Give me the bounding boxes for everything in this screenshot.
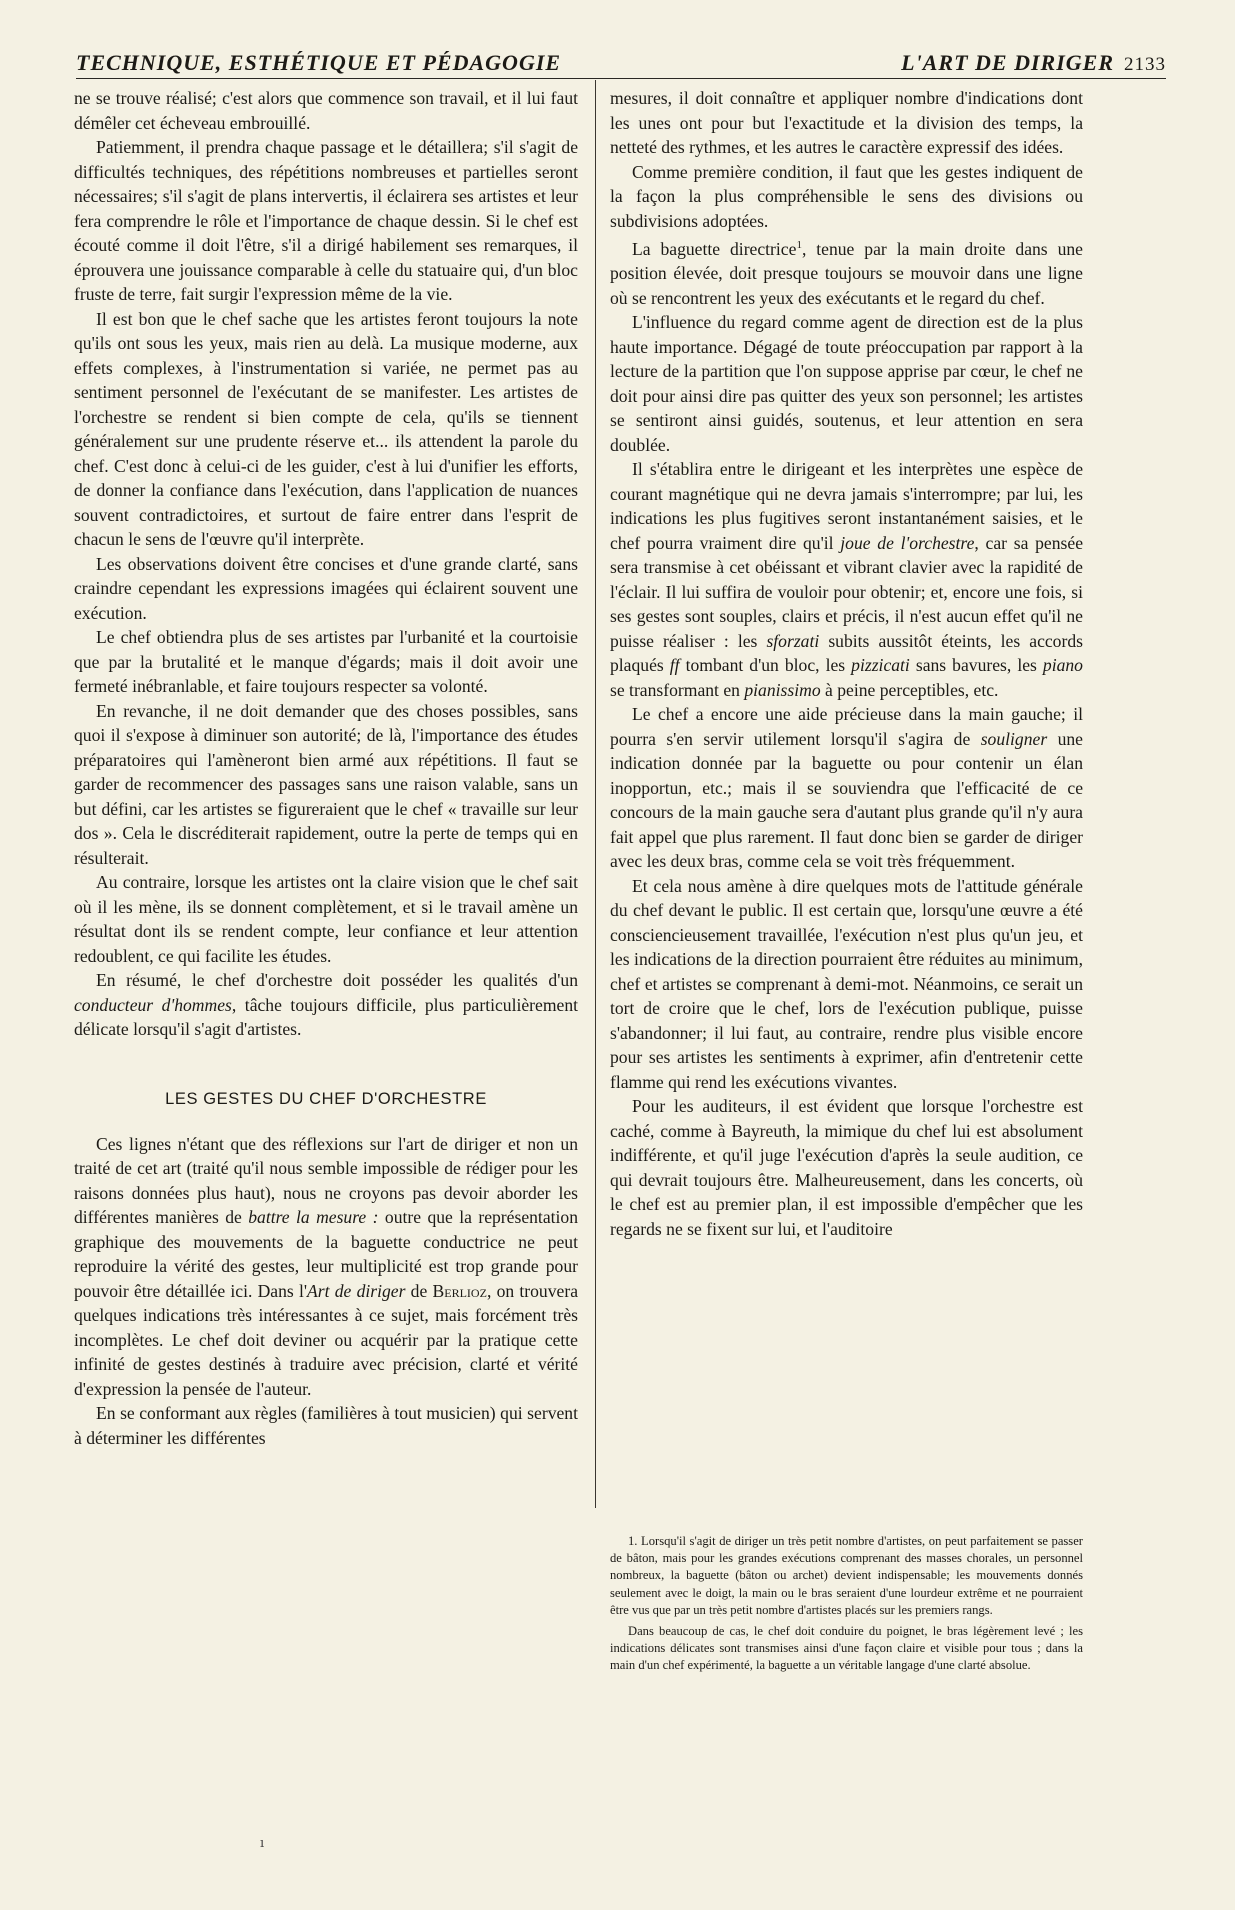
paragraph — [610, 702, 1083, 874]
text: La baguette directrice — [632, 238, 797, 259]
page-mark: ı — [260, 1836, 265, 1851]
column-divider — [595, 80, 596, 1508]
text: subits aussitôt éteints, les accords plaqués — [610, 630, 1083, 676]
text: de — [405, 1280, 433, 1301]
paragraph — [74, 968, 578, 1042]
text: , car sa pensée sera transmise à cet obéissant et vibrant clavier avec la rapidité de l'éclair. Il lui suffira de vouloir pour obtenir; et, encore une fois, si ses gestes sont souples, clairs et précis, il n'est aucun effet qu'il ne puisse réaliser : les — [610, 532, 1084, 651]
author-name: Berlioz — [432, 1280, 487, 1301]
text: , on trouvera quelques indications très intéressantes à ce sujet, mais forcément très incomplètes. Le chef doit deviner ou acquérir par la pratique cette infinité de gestes destinés à traduire avec précision, clarté et vérité d'expression la pensée de l'auteur. — [74, 1280, 579, 1399]
paragraph: Les observations doivent être concises et d'une grande clarté, sans craindre cependant les expressions imagées qui éclairent souvent une exécution. — [74, 553, 578, 623]
section-heading: LES GESTES DU CHEF D'ORCHESTRE — [165, 1089, 487, 1108]
italic-text: pianissimo — [744, 679, 821, 700]
paragraph: Il est bon que le chef sache que les artistes feront toujours la note qu'ils ont sous les yeux, mais rien au delà. La musique moderne, aux effets complexes, à l'instrumentation si variée, ne permet pas au sentiment personnel de l'exécutant de se manifester. Les artistes de l'orchestre se rendent si bien compte de cela, qu'ils se tiennent généralement sur une prudente réserve et... ils attendent la parole du chef. C'est donc à celui-ci de les guider, c'est à lui d'unifier les efforts, de donner la confiance dans l'exécution, dans l'application de nuances souvent contradictoires, et surtout de faire entrer dans l'esprit de chacun le sens de l'œuvre qu'il interprète. — [74, 308, 578, 549]
running-head-title: L'ART DE DIRIGER — [901, 50, 1114, 75]
paragraph — [74, 1132, 578, 1402]
running-head-left: TECHNIQUE, ESTHÉTIQUE ET PÉDAGOGIE — [76, 50, 562, 75]
footnote: 1. Lorsqu'il s'agit de diriger un très petit nombre d'artistes, on peut parfaitement se passer de bâton, mais pour les grandes exécutions comprenant des masses chorales, un personnel nombreux, la baguette (bâton ou archet) devient indispensable; les mouvements donnés seulement avec le doigt, la main ou le bras seraient d'une lourdeur extrême et ne pourraient être vus que par un très petit nombre d'artistes placés sur les premiers rangs. — [610, 1534, 1083, 1617]
paragraph: Patiemment, il prendra chaque passage et le détaillera; s'il s'agit de difficultés techniques, des répétitions nombreuses et partielles seront nécessaires; s'il s'agit de plans intervertis, il éclairera ses artistes et leur fera comprendre le rôle et l'importance de chaque dessin. Si le chef est écouté comme il doit l'être, s'il a dirigé habilement ses remarques, il éprouvera une jouissance comparable à celle du statuaire qui, d'un bloc fruste de terre, fait surgir l'expression même de la vie. — [74, 137, 578, 304]
italic-text: conducteur d'hommes — [74, 994, 232, 1015]
text: à peine perceptibles, etc. — [820, 679, 999, 700]
text: , tenue par la main droite dans une position élevée, doit presque toujours se mouvoir dans une ligne où se rencontrent les yeux des exécutants et le regard du chef. — [610, 238, 1083, 308]
paragraph: mesures, il doit connaître et appliquer nombre d'indications dont les unes ont pour but l'exactitude et la division des temps, la netteté des rythmes, et les autres le caractère expressif des idées. — [610, 88, 1083, 157]
running-head — [76, 48, 1166, 79]
paragraph: Comme première condition, il faut que les gestes indiquent de la façon la plus compréhensible le sens des divisions ou subdivisions adoptées. — [610, 161, 1083, 231]
text: tombant d'un bloc, les — [679, 655, 852, 676]
italic-text: joue de l'orchestre — [840, 532, 975, 553]
right-column — [610, 86, 1083, 1241]
paragraph: Pour les auditeurs, il est évident que lorsque l'orchestre est caché, comme à Bayreuth, la mimique du chef lui est absolument indifférente, et qu'il juge l'exécution d'après la seule audition, ce qui devrait toujours être. Malheureusement, dans les concerts, où le chef est au premier plan, il est impossible d'empêcher que les regards ne se fixent sur lui, et l'auditoire — [610, 1096, 1083, 1239]
left-column — [74, 86, 578, 1450]
paragraph: Au contraire, lorsque les artistes ont la claire vision que le chef sait où il les mène, ils se donnent complètement, et si le travail amène un résultat dont ils se rendent compte, leur confiance et leur attention redoublent, ce qui facilite les études. — [74, 872, 578, 966]
text: , tâche toujours difficile, plus particulièrement délicate lorsqu'il s'agit d'artistes. — [74, 994, 579, 1039]
text: En résumé, le chef d'orchestre doit posséder les qualités d'un — [96, 970, 578, 990]
footnote: Dans beaucoup de cas, le chef doit conduire du poignet, le bras légèrement levé ; les indications délicates sont transmises ainsi d'une façon claire et visible pour tous ; dans la main d'un chef expérimenté, la baguette a un véritable langage d'une clarté absolue. — [610, 1624, 1083, 1673]
italic-text: pizzicati — [851, 655, 910, 676]
paragraph: ne se trouve réalisé; c'est alors que commence son travail, et il lui faut démêler cet écheveau embrouillé. — [74, 88, 578, 133]
italic-text: Art de diriger — [307, 1280, 406, 1301]
paragraph: En se conformant aux règles (familières à tout musicien) qui servent à déterminer les différentes — [74, 1403, 578, 1448]
text: Le chef a encore une aide précieuse dans la main gauche; il pourra s'en servir utilement lorsqu'il s'agira de — [610, 704, 1083, 749]
text: sans bavures, les — [909, 655, 1043, 676]
paragraph — [610, 233, 1083, 310]
italic-text: ff — [669, 655, 680, 676]
paragraph — [610, 457, 1083, 702]
paragraph: L'influence du regard comme agent de direction est de la plus haute importance. Dégagé de toute préoccupation par rapport à la lecture de la partition que l'on suppose apprise par cœur, le chef ne doit pour ainsi dire pas quitter des yeux son personnel; les artistes se sentiront ainsi guidés, soutenus, et leur attention en sera doublée. — [610, 312, 1083, 455]
footnote-ref: 1 — [796, 239, 802, 251]
italic-text: piano — [1042, 655, 1083, 676]
paragraph: En revanche, il ne doit demander que des choses possibles, sans quoi il s'expose à diminuer son autorité; de là, l'importance des études préparatoires qui l'amèneront bien armé aux répétitions. Il faut se garder de recommencer des passages sans une raison valable, sans un but défini, car les artistes se figureraient que le chef « travaille sur leur dos ». Cela le discréditerait rapidement, outre la perte de temps qui en résulterait. — [74, 700, 578, 868]
italic-text: souligner — [980, 728, 1048, 749]
paragraph: Et cela nous amène à dire quelques mots de l'attitude générale du chef devant le public. Il est certain que, lorsqu'une œuvre a été consciencieusement travaillée, l'exécution n'est plus qu'un jeu, et les indications de la direction pourraient être réduites au minimum, chef et artistes se comprenant à demi-mot. Néanmoins, ce serait un tort de croire que le chef, lors de l'exécution publique, puisse s'abandonner; il lui faut, au contraire, rendre plus visible encore pour ses artistes les sentiments à exprimer, afin d'entretenir cette flamme qui rend les exécutions vivantes. — [610, 875, 1083, 1092]
text: une indication donnée par la baguette ou pour contenir un élan inopportun, etc.; mais il se souviendra que l'efficacité de ce concours de la main gauche sera d'autant plus grande qu'il n'y aura fait appel que plus rarement. Il faut donc bien se garder de diriger avec les deux bras, comme cela se voit très fréquemment. — [610, 728, 1083, 872]
footnotes — [610, 1533, 1083, 1679]
text: outre que la représentation graphique des mouvements de la baguette conductrice ne peut reproduire la vérité des gestes, leur multiplicité est trop grande pour pouvoir être détaillée ici. Dans l' — [74, 1207, 578, 1301]
text: se transformant en — [610, 679, 745, 700]
running-head-right — [901, 50, 1166, 76]
page-number: 2133 — [1124, 54, 1166, 75]
text: Ces lignes n'étant que des réflexions sur l'art de diriger et non un traité de cet art (traité qu'il nous semble impossible de rédiger pour les raisons données plus haut), nous ne croyons pas devoir aborder les différentes manières de — [74, 1133, 578, 1227]
text: Il s'établira entre le dirigeant et les interprètes une espèce de courant magnétique qui ne devra jamais s'interrompre; par lui, les indications les plus fugitives seront instantanément saisies, et le chef pourra vraiment dire qu'il — [610, 459, 1083, 553]
italic-text: sforzati — [766, 630, 820, 651]
paragraph: Le chef obtiendra plus de ses artistes par l'urbanité et la courtoisie que par la brutalité et le manque d'égards; mais il doit avoir une fermeté inébranlable, et faire toujours respecter sa volonté. — [74, 627, 578, 696]
italic-text: battre la mesure : — [248, 1207, 379, 1227]
